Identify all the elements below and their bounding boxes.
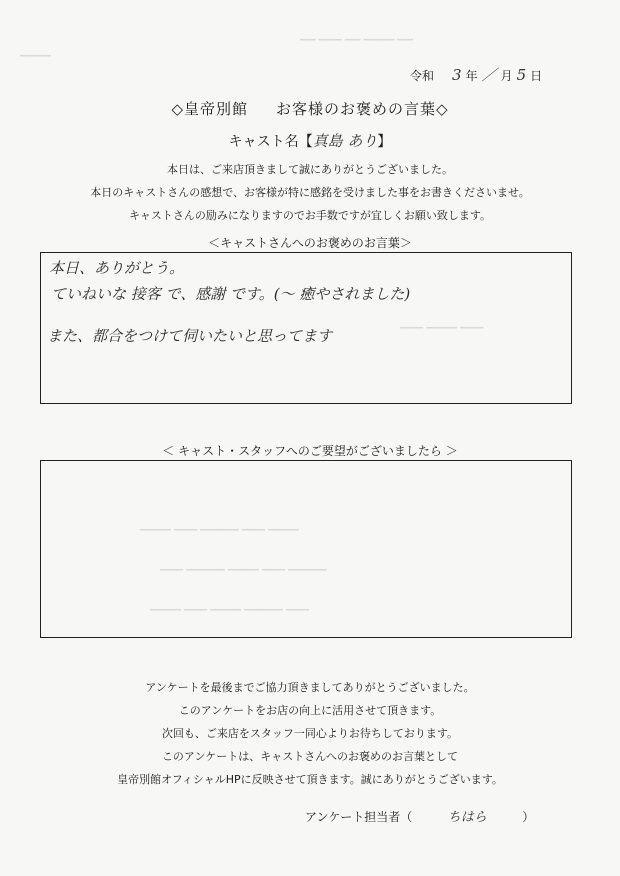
survey-staff-line <box>305 806 534 825</box>
praise-line: 本日、ありがとう。 <box>49 259 185 277</box>
date-separator: ／ <box>481 66 497 84</box>
closing-line: このアンケートは、キャストさんへのお褒めのお言葉として <box>161 750 459 763</box>
praise-section-label: ＜キャストさんへのお褒めのお言葉＞ <box>208 236 412 250</box>
cast-label: キャスト名 <box>228 134 299 150</box>
year-handwritten: 3 <box>452 66 462 84</box>
intro-line: 本日は、ご来店頂きまして誠にありがとうございました。 <box>167 163 453 176</box>
form-title <box>0 98 620 119</box>
cast-name-line <box>0 130 620 151</box>
cast-name-handwritten: 真島 あり <box>312 132 378 150</box>
praise-box[interactable] <box>40 252 572 404</box>
title-heading: お客様のお褒めの言葉◇ <box>276 100 449 118</box>
staff-label: アンケート担当者（ <box>305 810 413 824</box>
closing-text <box>0 676 620 791</box>
request-section-label: ＜ キャスト・スタッフへのご要望がございましたら ＞ <box>162 444 458 458</box>
day-unit: 日 <box>530 69 543 83</box>
intro-line: 本日のキャストさんの感想で、お客様が特に感銘を受けました事をお書きくださいませ。 <box>90 186 530 199</box>
closing-line: このアンケートをお店の向上に活用させて頂きます。 <box>178 704 442 717</box>
closing-line: 次回も、ご来店をスタッフ一同心よりお待ちしております。 <box>161 727 459 740</box>
praise-line: また、都合をつけて伺いたいと思ってます <box>47 327 333 345</box>
intro-line: キャストさんの励みになりますのでお手数ですが宜しくお願い致します。 <box>128 209 492 222</box>
era-label: 令和 <box>410 69 435 83</box>
request-box[interactable] <box>40 460 572 638</box>
cast-bracket-close: 】 <box>377 134 392 150</box>
month-unit: 月 <box>500 69 513 83</box>
survey-form-page: ▁▁ ▁▁▁ ▁▁ ▁▁▁▁ ▁▁ ▁▁▁▁ ▁▁▁ ▁▁▁▁ ▁▁▁ ▁▁▁▁ ▁▁▁ ▁▁▁▁▁ ▁▁▁ ▁▁▁▁ ▁▁▁ ▁▁▁▁▁ ▁▁▁▁ ▁▁▁ ▁▁▁▁▁ ▁▁▁▁ ▁▁▁ ▁▁▁▁ ▁▁▁▁▁ ▁▁▁ 令和 3 年 ／ 月 5 日 ◇皇帝別館 お客様のお褒めの言葉◇ キャスト名【真島 あり】 本日は、ご来店頂きまして誠にありがとうございました。 本日のキャストさんの感想で、お客様が特に感銘を受けました事をお書きくださいませ。 キャストさんの励みになりますのでお手数ですが宜しくお願い致します。 ＜キャストさんへのお褒めのお言葉＞ 本日、ありがとう。 ていねいな 接客 で、感謝 です。(～ 癒やされました) また、都合をつけて伺いたいと思ってます ＜ キャスト・スタッフへのご要望がございましたら ＞ アンケートを最後までご協力頂きましてありがとうございました。 このアンケートをお店の向上に活用させて頂きます。 次回も、ご来店をスタッフ一同心よりお待ちしております。 このアンケートは、キャストさんへのお褒めのお言葉として 皇帝別館オフィシャルHPに反映させて頂きます。誠にありがとうございます。 アンケート担当者（ ちはら ） <box>0 0 620 876</box>
date-line <box>410 64 542 85</box>
staff-name-handwritten: ちはら <box>447 810 487 825</box>
praise-line: ていねいな 接客 で、感謝 です。(～ 癒やされました) <box>51 285 411 303</box>
year-unit: 年 <box>465 69 478 83</box>
title-store: ◇皇帝別館 <box>171 100 248 118</box>
intro-text <box>0 158 620 227</box>
closing-line: アンケートを最後までご協力頂きましてありがとうございました。 <box>145 681 475 694</box>
staff-close-paren: ） <box>522 810 535 824</box>
closing-line: 皇帝別館オフィシャルHPに反映させて頂きます。誠にありがとうございます。 <box>117 773 503 786</box>
day-handwritten: 5 <box>516 66 527 84</box>
cast-bracket-open: 【 <box>298 134 313 150</box>
